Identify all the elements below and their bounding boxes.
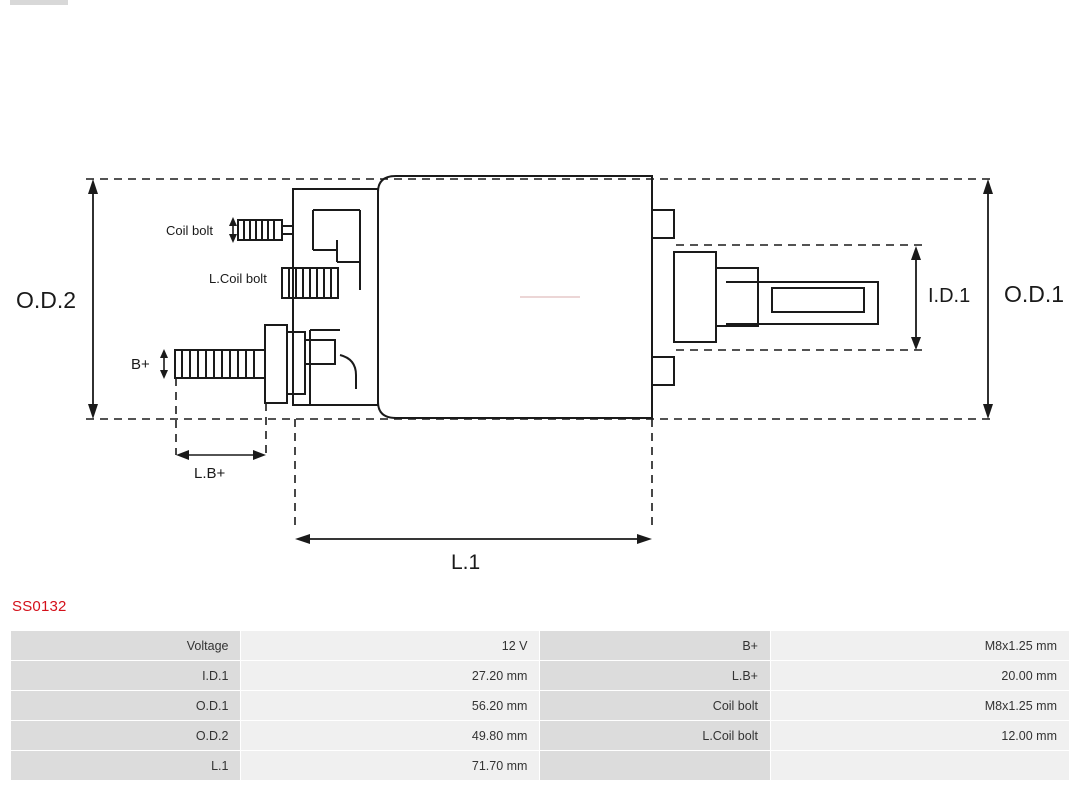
table-row [11, 631, 1070, 661]
label-id1: I.D.1 [928, 285, 971, 307]
specifications-table [10, 630, 1070, 781]
spec-label-empty [540, 751, 770, 781]
spec-value: 12 V [241, 631, 540, 661]
label-od2: O.D.2 [16, 287, 77, 313]
label-l-b-plus: L.B+ [194, 465, 226, 482]
label-l-coil-bolt: L.Coil bolt [209, 271, 267, 286]
label-od1: O.D.1 [1004, 281, 1065, 307]
spec-value: 12.00 mm [770, 721, 1069, 751]
spec-label: Coil bolt [540, 691, 770, 721]
spec-value: M8x1.25 mm [770, 631, 1069, 661]
label-l1: L.1 [451, 551, 481, 574]
spec-label: L.1 [11, 751, 241, 781]
spec-label: Voltage [11, 631, 241, 661]
spec-label: L.Coil bolt [540, 721, 770, 751]
spec-label: B+ [540, 631, 770, 661]
table-row [11, 721, 1070, 751]
spec-value: 20.00 mm [770, 661, 1069, 691]
spec-value-empty [770, 751, 1069, 781]
table-row [11, 751, 1070, 781]
spec-label: O.D.1 [11, 691, 241, 721]
spec-value: M8x1.25 mm [770, 691, 1069, 721]
spec-value: 71.70 mm [241, 751, 540, 781]
label-b-plus: B+ [131, 356, 150, 373]
part-code: SS0132 [12, 598, 67, 615]
spec-value: 27.20 mm [241, 661, 540, 691]
label-coil-bolt: Coil bolt [166, 223, 213, 238]
table-row [11, 661, 1070, 691]
spec-label: I.D.1 [11, 661, 241, 691]
spec-value: 49.80 mm [241, 721, 540, 751]
spec-label: O.D.2 [11, 721, 241, 751]
table-row [11, 691, 1070, 721]
spec-label: L.B+ [540, 661, 770, 691]
spec-value: 56.20 mm [241, 691, 540, 721]
